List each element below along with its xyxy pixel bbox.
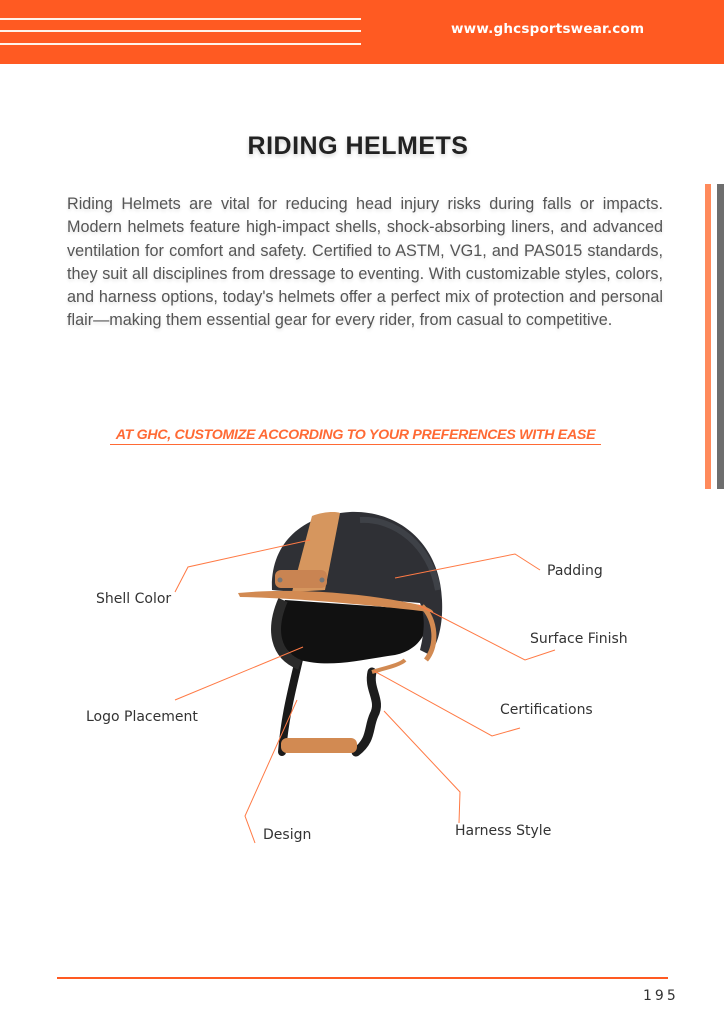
- website-link[interactable]: www.ghcsportswear.com: [451, 21, 645, 37]
- chin-strap-right: [356, 672, 377, 752]
- header-decor-line: [0, 43, 361, 45]
- footer-divider: [57, 977, 668, 979]
- page-number: 195: [643, 988, 679, 1004]
- leader-certifications: [374, 671, 520, 736]
- callout-harness-style: Harness Style: [455, 823, 552, 839]
- page-title: RIDING HELMETS: [247, 132, 469, 160]
- header-decor-line: [0, 30, 361, 32]
- leader-harness-style: [384, 711, 460, 823]
- callout-surface-finish: Surface Finish: [530, 631, 628, 647]
- callout-shell-color: Shell Color: [96, 591, 172, 607]
- customize-tagline: AT GHC, CUSTOMIZE ACCORDING TO YOUR PREFERENCES WITH EASE: [110, 427, 601, 445]
- callout-certifications: Certifications: [500, 702, 593, 718]
- chin-cup: [281, 738, 357, 753]
- helmet-liner: [278, 600, 428, 663]
- chin-strap-left: [282, 655, 300, 752]
- helmet-diagram: [0, 490, 724, 870]
- leader-logo-placement: [175, 647, 303, 700]
- intro-paragraph: Riding Helmets are vital for reducing head injury risks during falls or impacts. Modern helmets feature high-impact shells, shock-absorbing liners, and advanced ventilation for comfort and safety. Certified to ASTM, VG1, and PAS015 standards, they suit all disciplines from dressage to eventing. With customizable styles, colors, and harness options, today's helmets offer a perfect mix of protection and personal flair—making them essential gear for every rider, from casual to competitive.: [67, 195, 663, 330]
- callout-design: Design: [263, 827, 312, 843]
- callout-padding: Padding: [547, 563, 603, 579]
- side-decor-bar-grey: [717, 184, 724, 489]
- header-decor-line: [0, 18, 361, 20]
- helmet-illustration: [0, 490, 724, 870]
- callout-logo-placement: Logo Placement: [86, 709, 198, 725]
- side-decor-bar-orange: [705, 184, 711, 489]
- header-band: [0, 0, 724, 64]
